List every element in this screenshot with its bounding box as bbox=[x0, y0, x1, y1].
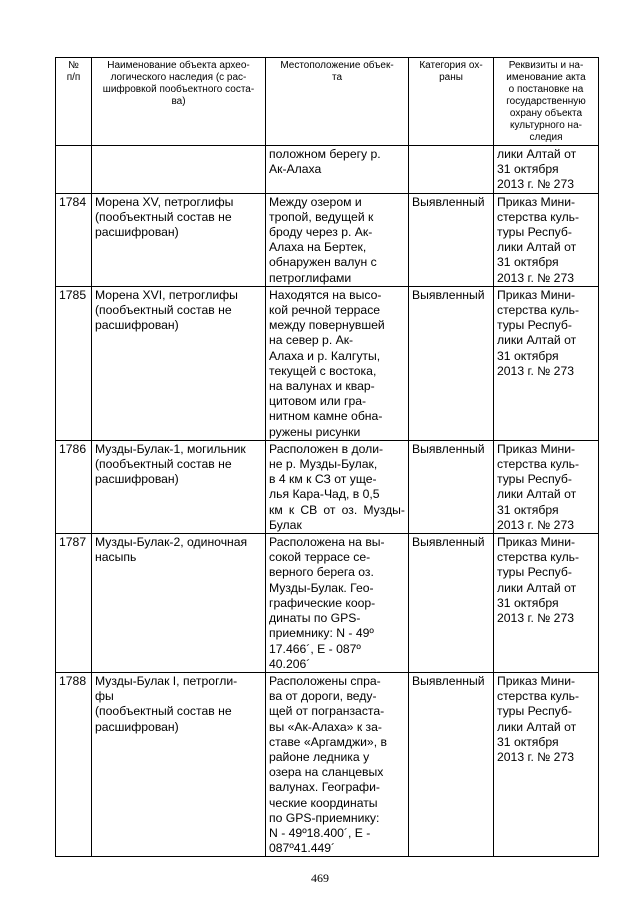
cell-requisites: Приказ Мини- стерства куль- туры Респуб- лики Алтай от 31 октября 2013 г. № 273 bbox=[494, 534, 599, 673]
cell-location: Между озером и тропой, ведущей к броду через р. Ак- Алаха на Бертек, обнаружен валун с петроглифами bbox=[266, 193, 409, 286]
cell-category: Выявленный bbox=[409, 672, 494, 856]
cell-location: Находятся на высо- кой речной террасе между повернувшей на север р. Ак- Алаха и р. Калгуты, текущей с востока, на валунах и квар- цитовом или гра- нитном камне обна- ружены рисунки bbox=[266, 286, 409, 440]
cell-category: Выявленный bbox=[409, 534, 494, 673]
cell-object-name: Морена XVI, петроглифы (пообъектный состав не расшифрован) bbox=[92, 286, 266, 440]
header-protection-category: Категория ох- раны bbox=[409, 58, 494, 146]
cell-requisites: Приказ Мини- стерства куль- туры Респуб- лики Алтай от 31 октября 2013 г. № 273 bbox=[494, 193, 599, 286]
header-object-name: Наименование объекта архео- логического наследия (с рас- шифровкой пообъектного соста- ва) bbox=[92, 58, 266, 146]
table-row bbox=[56, 534, 599, 673]
table-row bbox=[56, 672, 599, 856]
cell-location: положном берегу р. Ак-Алаха bbox=[266, 146, 409, 194]
cell-location: Расположена на вы- сокой террасе се- верного берега оз. Музды-Булак. Гео- графические коор- динаты по GPS- приемнику: N - 49º 17.466´, Е - 087º 40.206´ bbox=[266, 534, 409, 673]
cell-requisites: лики Алтай от 31 октября 2013 г. № 273 bbox=[494, 146, 599, 194]
cell-object-name bbox=[92, 146, 266, 194]
cell-requisites: Приказ Мини- стерства куль- туры Респуб- лики Алтай от 31 октября 2013 г. № 273 bbox=[494, 286, 599, 440]
cell-number: 1788 bbox=[56, 672, 92, 856]
table-header-row bbox=[56, 58, 599, 146]
cell-requisites: Приказ Мини- стерства куль- туры Респуб- лики Алтай от 31 октября 2013 г. № 273 bbox=[494, 440, 599, 533]
cell-number: 1787 bbox=[56, 534, 92, 673]
table-row bbox=[56, 193, 599, 286]
cell-category: Выявленный bbox=[409, 440, 494, 533]
cell-object-name: Морена XV, петроглифы (пообъектный состав не расшифрован) bbox=[92, 193, 266, 286]
header-act-requisites: Реквизиты и на- именование акта о постановке на государственную охрану объекта культурного на- следия bbox=[494, 58, 599, 146]
cell-number: 1786 bbox=[56, 440, 92, 533]
cell-object-name: Музды-Булак I, петрогли- фы (пообъектный состав не расшифрован) bbox=[92, 672, 266, 856]
continuation-row bbox=[56, 146, 599, 194]
cell-location: Расположен в доли- не р. Музды-Булак, в 4 км к СЗ от уще- лья Кара-Чад, в 0,5 км к СВ от оз. Музды-Булак bbox=[266, 440, 409, 533]
cell-location: Расположены спра- ва от дороги, веду- щей от погранзаста- вы «Ак-Алаха» к за- ставе «Аргамджи», в районе ледника у озера на сланцевых валунах. Географи- ческие координаты по GPS-приемнику: N - 49º18.400´, Е - 087º41.449´ bbox=[266, 672, 409, 856]
header-location: Местоположение объек- та bbox=[266, 58, 409, 146]
cell-object-name: Музды-Булак-1, могильник (пообъектный состав не расшифрован) bbox=[92, 440, 266, 533]
cell-category: Выявленный bbox=[409, 286, 494, 440]
cell-object-name: Музды-Булак-2, одиночная насыпь bbox=[92, 534, 266, 673]
heritage-objects-table bbox=[55, 57, 599, 857]
page-number: 469 bbox=[311, 871, 329, 885]
cell-requisites: Приказ Мини- стерства куль- туры Респуб- лики Алтай от 31 октября 2013 г. № 273 bbox=[494, 672, 599, 856]
cell-category: Выявленный bbox=[409, 193, 494, 286]
cell-number: 1785 bbox=[56, 286, 92, 440]
table-row bbox=[56, 440, 599, 533]
table-row bbox=[56, 286, 599, 440]
cell-category bbox=[409, 146, 494, 194]
cell-number: 1784 bbox=[56, 193, 92, 286]
header-number: № п/п bbox=[56, 58, 92, 146]
cell-number bbox=[56, 146, 92, 194]
